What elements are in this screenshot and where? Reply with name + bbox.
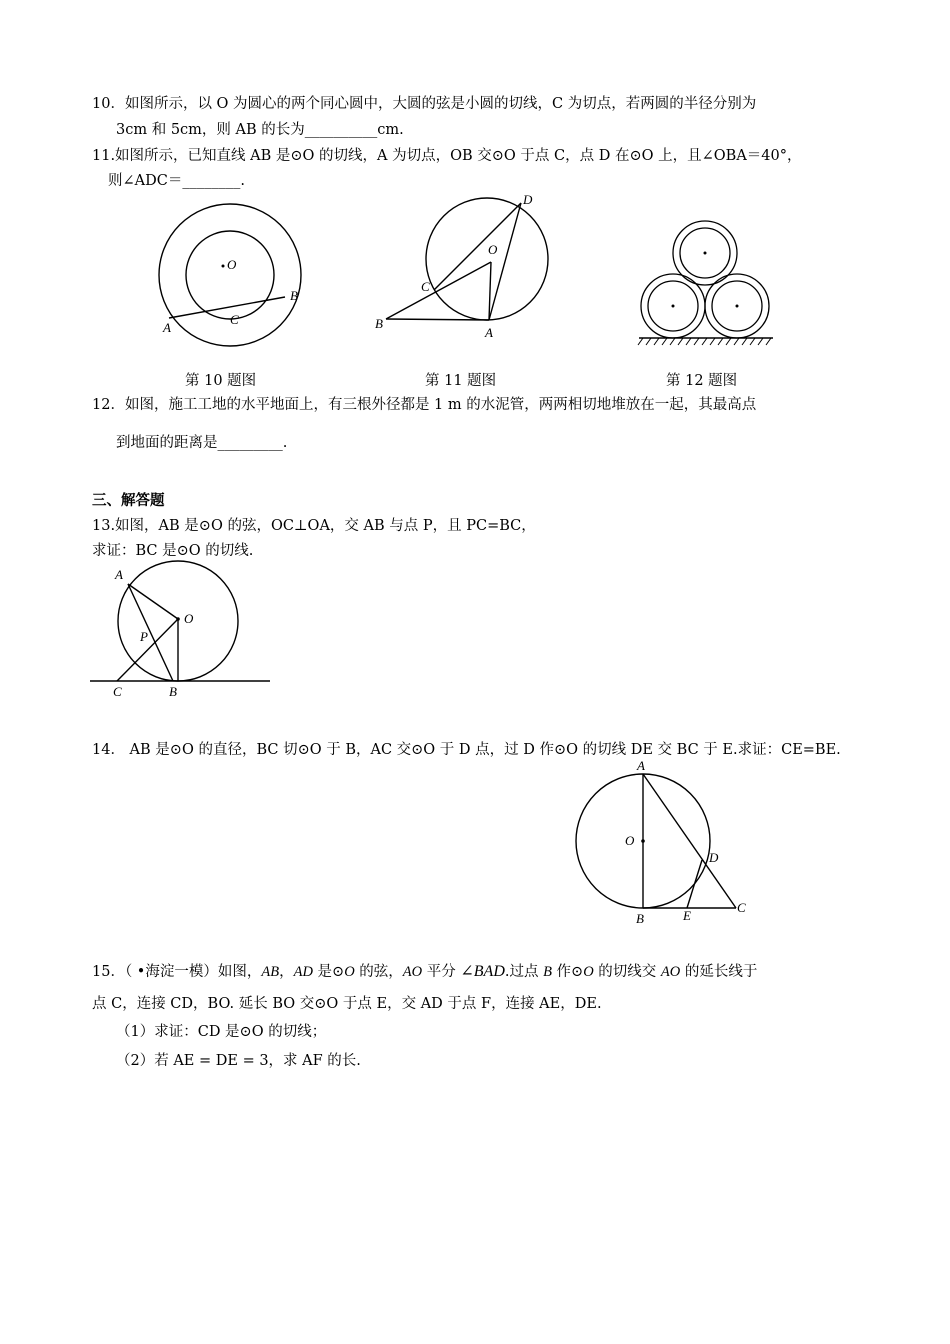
label-c: C	[737, 900, 746, 915]
label-c: C	[421, 279, 430, 294]
q15-part2: （2）若 AE = DE = 3，求 AF 的长.	[116, 1053, 361, 1069]
q10-line2: 3cm 和 5cm，则 AB 的长为__________cm.	[116, 122, 404, 138]
center-point	[176, 617, 180, 621]
line-ad	[489, 203, 521, 320]
figure-11	[370, 190, 560, 350]
q14-line1: 14． AB 是⊙O 的直径，BC 切⊙O 于 B，AC 交⊙O 于 D 点，过 D 作⊙O 的切线 DE 交 BC 于 E.求证：CE=BE.	[92, 742, 841, 758]
label-a: A	[163, 320, 171, 335]
pipe-top-center	[704, 252, 707, 255]
inner-circle	[186, 231, 274, 319]
label-d: D	[523, 192, 533, 207]
circle-o	[426, 198, 548, 320]
q15-line2: 点 C，连接 CD，BO. 延长 BO 交⊙O 于点 E，交 AD 于点 F，连接 AE，DE.	[92, 996, 602, 1012]
label-b: B	[636, 911, 644, 926]
center-point	[222, 265, 225, 268]
caption-fig12: 第 12 题图	[666, 373, 738, 389]
ground-hatching	[638, 338, 771, 345]
q12-line2: 到地面的距离是_________.	[116, 435, 288, 451]
label-c: C	[113, 684, 122, 699]
tangent-de	[687, 860, 702, 908]
label-e: E	[683, 908, 691, 923]
q13-line1: 13.如图，AB 是⊙O 的弦，OC⊥OA，交 AB 与点 P，且 PC=BC，	[92, 518, 536, 534]
q13-line2: 求证：BC 是⊙O 的切线.	[92, 543, 254, 559]
angle-bad: ∠BAD	[460, 963, 505, 980]
label-a: A	[485, 325, 493, 340]
label-o: O	[488, 242, 498, 257]
label-a: A	[637, 758, 645, 773]
chord-ab	[128, 584, 173, 681]
line-ac	[643, 774, 736, 908]
label-p: P	[140, 629, 148, 644]
caption-fig11: 第 11 题图	[425, 373, 497, 389]
line-bo	[386, 262, 491, 319]
label-b: B	[375, 316, 383, 331]
chord-ab	[169, 297, 285, 318]
q11-line2: 则∠ADC＝________.	[108, 173, 245, 189]
label-a: A	[115, 567, 123, 582]
line-cd	[434, 203, 521, 290]
label-b: B	[290, 288, 298, 303]
caption-fig10: 第 10 题图	[185, 373, 257, 389]
q10-line1: 10．如图所示，以 O 为圆心的两个同心圆中，大圆的弦是小圆的切线，C 为切点，若两圆的半径分别为	[92, 96, 757, 112]
figure-13	[88, 562, 278, 702]
label-o: O	[184, 611, 194, 626]
label-b: B	[169, 684, 177, 699]
label-c: C	[230, 312, 239, 327]
label-o: O	[625, 833, 635, 848]
q15-part1: （1）求证：CD 是⊙O 的切线；	[116, 1024, 327, 1040]
center-point	[641, 839, 645, 843]
figure-10	[150, 200, 310, 360]
q15-line1: 15．（ •海淀一模）如图，AB，AD 是⊙O 的弦，AO 平分 ∠BAD.过点 B 作⊙O 的切线交 AO 的延长线于	[92, 963, 758, 980]
tangent-ab	[386, 319, 489, 320]
pipe-left-center	[672, 305, 675, 308]
section-title: 三、解答题	[92, 492, 165, 509]
q12-line1: 12．如图，施工工地的水平地面上，有三根外径都是 1 m 的水泥管，两两相切地堆放在一起，其最高点	[92, 397, 757, 413]
label-o: O	[227, 257, 237, 272]
q11-line1: 11.如图所示，已知直线 AB 是⊙O 的切线，A 为切点，OB 交⊙O 于点 C，点 D 在⊙O 上，且∠OBA＝40°，	[92, 148, 802, 164]
figure-12	[635, 215, 795, 355]
figure-14	[570, 755, 760, 930]
label-d: D	[709, 850, 719, 865]
pipe-right-center	[736, 305, 739, 308]
